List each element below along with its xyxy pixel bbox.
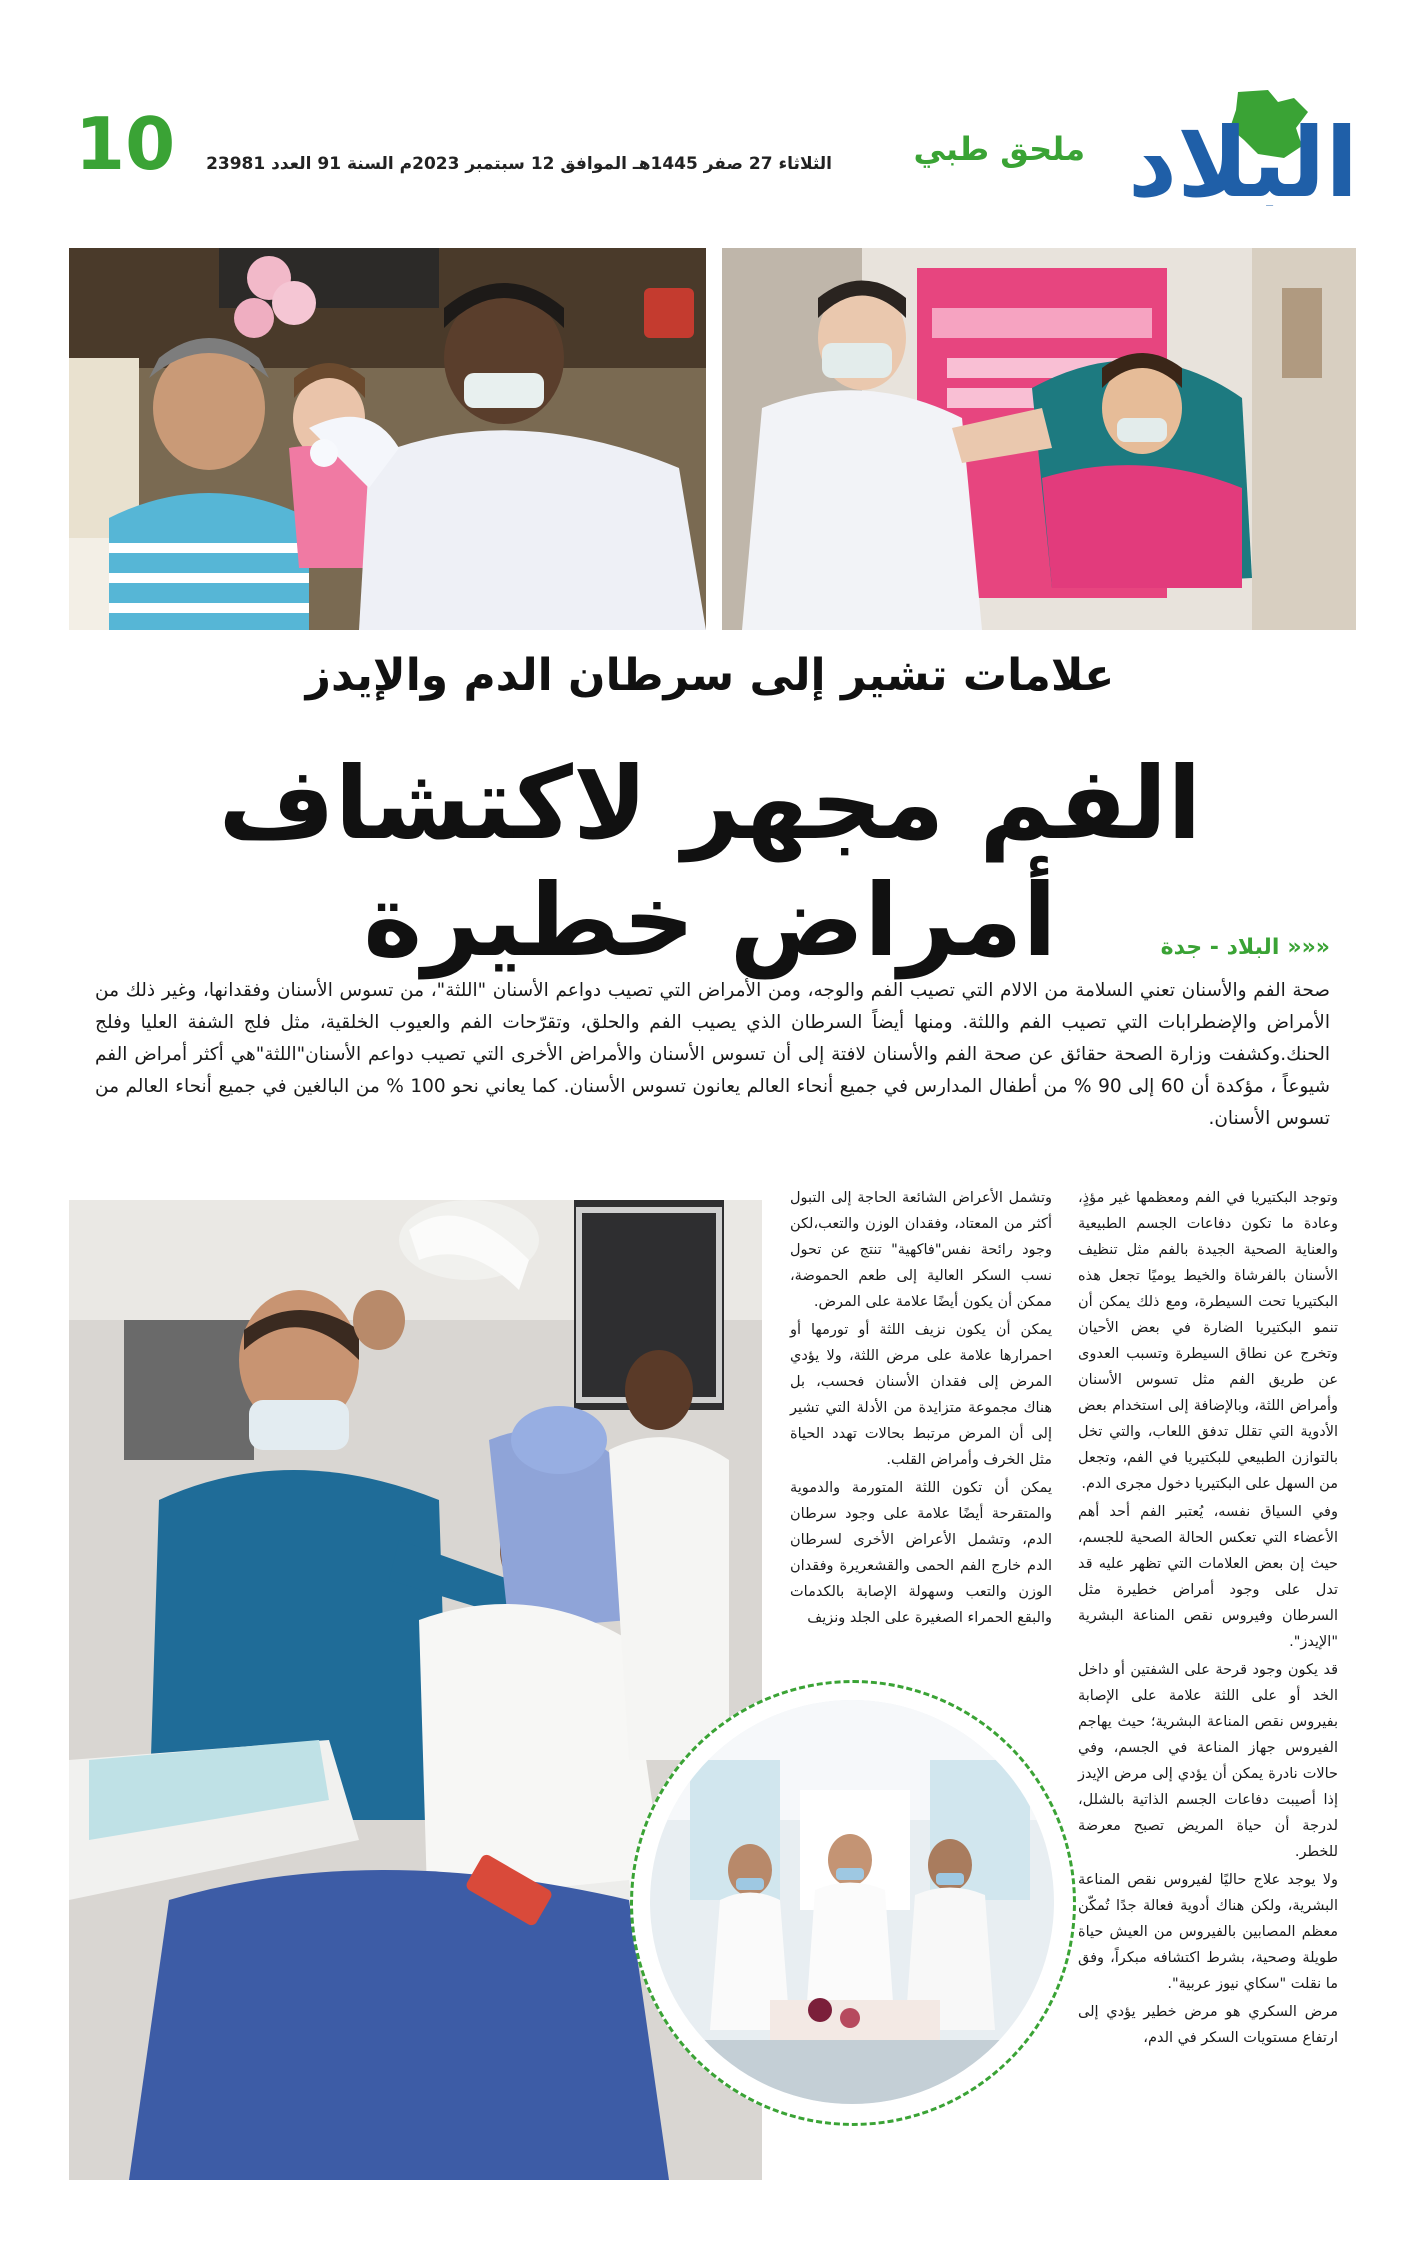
paragraph: ولا يوجد علاج حاليًا لفيروس نقص المناعة البشرية، ولكن هناك أدوية فعالة جدًا تُمكّن معظم المصابين بالفيروس من العيش حياة طويلة وصحية، بشرط اكتشافه مبكراً، وفق ما نقلت "سكاي نيوز عربية". — [1078, 1872, 1338, 1992]
paragraph: وفي السياق نفسه، يُعتبر الفم أحد أهم الأعضاء التي تعكس الحالة الصحية للجسم، حيث إن بعض العلامات التي تظهر عليه قد تدل على وجود أمراض خطيرة مثل السرطان وفيروس نقص المناعة البشرية "الإيدز". — [1078, 1504, 1338, 1650]
body-column-middle — [790, 1185, 1052, 1633]
photo-dental-staff-group — [650, 1700, 1054, 2104]
photo-dentist-child-mall — [69, 248, 706, 630]
chevrons-icon: ««« — [1287, 935, 1330, 960]
svg-text:البلاد: البلاد — [1127, 107, 1359, 206]
article-intro: صحة الفم والأسنان تعني السلامة من الالام التي تصيب الفم والوجه، ومن الأمراض التي تصيب دواعم الأسنان "اللثة"، من تسوس الأسنان وفقدانها، وغير ذلك من الأمراض والإضطرابات التي تصيب الفم واللثة. ومنها أيضاً السرطان الذي يصيب الفم والحلق، وتقرّحات الفم والعيوب الخلقية، مثل فلج الشفة العليا وفلج الحنك.وكشفت وزارة الصحة حقائق عن صحة الفم والأسنان لافتة إلى أن تسوس الأسنان والأمراض الأخرى التي تصيب دواعم الأسنان"اللثة"هي أكثر أمراض الفم شيوعاً ، مؤكدة أن 60 إلى 90 % من أطفال المدارس في جميع أنحاء العالم يعانون تسوس الأسنان. كما يعاني نحو 100 % من البالغين في جميع أنحاء العالم من تسوس الأسنان. — [95, 980, 1330, 1129]
newspaper-logo — [1118, 88, 1368, 206]
paragraph: يمكن أن تكون اللثة المتورمة والدموية والمتقرحة أيضًا علامة على وجود سرطان الدم، وتشمل الأعراض الأخرى لسرطان الدم خارج الفم الحمى والقشعريرة وفقدان الوزن والتعب وسهولة الإصابة بالكدمات والبقع الحمراء الصغيرة على الجلد ونزيف — [790, 1480, 1052, 1626]
body-column-right — [1078, 1185, 1338, 2053]
article-headline: الفم مجهر لاكتشاف أمراض خطيرة — [218, 745, 1202, 979]
page-number: 10 — [75, 102, 176, 186]
byline — [1030, 935, 1330, 960]
paragraph: قد يكون وجود قرحة على الشفتين أو داخل الخد أو على اللثة علامة على الإصابة بفيروس نقص المناعة البشرية؛ حيث يهاجم الفيروس جهاز المناعة في الجسم، وفي حالات نادرة يمكن أن يؤدي إلى مرض الإيدز إذا أصيبت دفاعات الجسم الذاتية بالشلل، لدرجة أن حياة المريض تصبح معرضة للخطر. — [1078, 1662, 1338, 1860]
byline-text: البلاد - جدة — [1160, 935, 1280, 960]
photo-child-dental-chair — [722, 248, 1356, 630]
issue-dateline: الثلاثاء 27 صفر 1445هـ الموافق 12 سبتمبر 2023م السنة 91 العدد 23981 — [206, 154, 832, 174]
article-kicker: علامات تشير إلى سرطان الدم والإيدز — [305, 650, 1115, 701]
photo-dentist-treating-boy — [69, 1200, 762, 2180]
paragraph: مرض السكري هو مرض خطير يؤدي إلى ارتفاع مستويات السكر في الدم، — [1078, 2004, 1338, 2046]
paragraph: وتشمل الأعراض الشائعة الحاجة إلى التبول أكثر من المعتاد، وفقدان الوزن والتعب،لكن وجود رائحة نفس"فاكهية" تنتج عن تحول نسب السكر العالية إلى طعم الحموضة، ممكن أن يكون أيضًا علامة على المرض. — [790, 1190, 1052, 1310]
paragraph: يمكن أن يكون نزيف اللثة أو تورمها أو احمرارها علامة على مرض اللثة، ولا يؤدي المرض إلى فقدان الأسنان فحسب، بل هناك مجموعة متزايدة من الأدلة التي تشير إلى أن المرض مرتبط بحالات تهدد الحياة مثل الخرف وأمراض القلب. — [790, 1322, 1052, 1468]
paragraph: وتوجد البكتيريا في الفم ومعظمها غير مؤذٍ، وعادة ما تكون دفاعات الجسم الطبيعية والعناية الصحية الجيدة بالفم مثل تنظيف الأسنان بالفرشاة والخيط يوميًا تجعل هذه البكتيريا تحت السيطرة، ومع ذلك يمكن أن تنمو البكتيريا الضارة في بعض الأحيان وتخرج عن نطاق السيطرة وتسبب العدوى عن طريق الفم مثل تسوس الأسنان وأمراض اللثة، وبالإضافة إلى استخدام بعض الأدوية التي تقلل تدفق اللعاب، والتي تخل بالتوازن الطبيعي للبكتيريا في الفم، وتجعل من السهل على البكتيريا دخول مجرى الدم. — [1078, 1190, 1338, 1492]
section-label: ملحق طبي — [913, 130, 1085, 168]
